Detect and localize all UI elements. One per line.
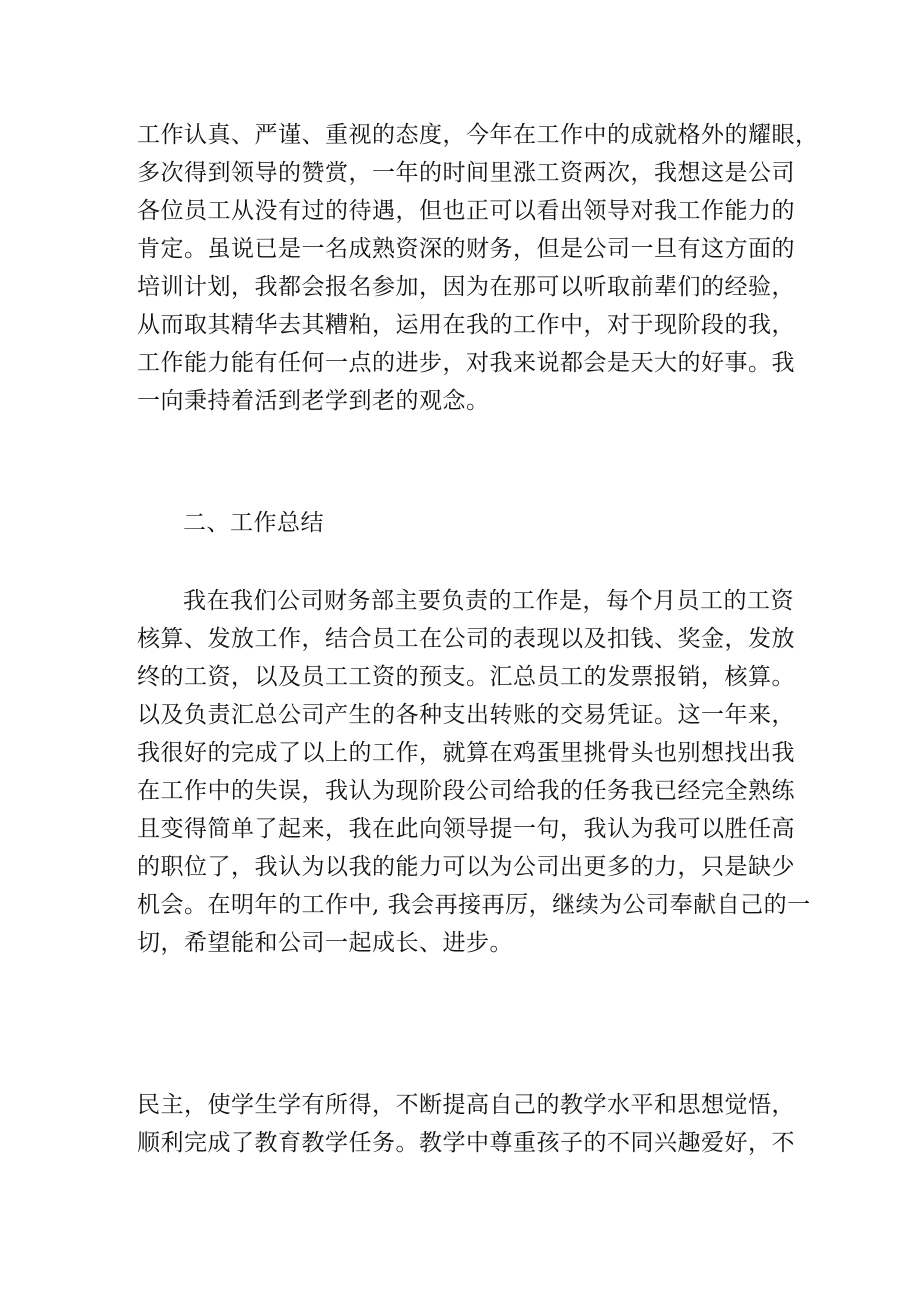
text-line: 核算、发放工作，结合员工在公司的表现以及扣钱、奖金，发放 — [137, 626, 795, 652]
text-line: 且变得简单了起来，我在此向领导提一句，我认为我可以胜任高 — [137, 816, 795, 842]
paragraph-teaching — [137, 1086, 797, 1162]
text-line: 终的工资，以及员工工资的预支。汇总员工的发票报销，核算。 — [137, 664, 795, 690]
text-line: 一向秉持着活到老学到老的观念。 — [137, 388, 490, 414]
text-line: 机会。在明年的工作中, 我会再接再厉，继续为公司奉献自己的一 — [137, 892, 811, 918]
text-line: 民主，使学生学有所得，不断提高自己的教学水平和思想觉悟， — [137, 1092, 795, 1118]
text-line: 顺利完成了教育教学任务。教学中尊重孩子的不同兴趣爱好，不 — [137, 1130, 795, 1156]
section-heading — [137, 504, 797, 542]
text-line: 培训计划，我都会报名参加，因为在那可以听取前辈们的经验， — [137, 274, 795, 300]
text-line: 在工作中的失误，我认为现阶段公司给我的任务我已经完全熟练 — [137, 778, 795, 804]
text-line: 以及负责汇总公司产生的各种支出转账的交易凭证。这一年来， — [137, 702, 795, 728]
text-line: 的职位了，我认为以我的能力可以为公司出更多的力，只是缺少 — [137, 854, 795, 880]
section-heading-text: 二、工作总结 — [183, 510, 324, 536]
text-line: 工作能力能有任何一点的进步，对我来说都会是天大的好事。我 — [137, 350, 795, 376]
text-line: 多次得到领导的赞赏，一年的时间里涨工资两次，我想这是公司 — [137, 160, 795, 186]
paragraph-work-summary — [137, 582, 811, 962]
text-line: 工作认真、严谨、重视的态度，今年在工作中的成就格外的耀眼， — [137, 122, 819, 148]
text-line: 我很好的完成了以上的工作，就算在鸡蛋里挑骨头也别想找出我 — [137, 740, 795, 766]
text-line: 肯定。虽说已是一名成熟资深的财务，但是公司一旦有这方面的 — [137, 236, 795, 262]
paragraph-work-attitude — [137, 116, 819, 420]
text-line: 切，希望能和公司一起成长、进步。 — [137, 930, 513, 956]
text-line: 从而取其精华去其糟粕，运用在我的工作中，对于现阶段的我， — [137, 312, 795, 338]
text-line: 我在我们公司财务部主要负责的工作是，每个月员工的工资 — [183, 588, 794, 614]
text-line: 各位员工从没有过的待遇，但也正可以看出领导对我工作能力的 — [137, 198, 795, 224]
